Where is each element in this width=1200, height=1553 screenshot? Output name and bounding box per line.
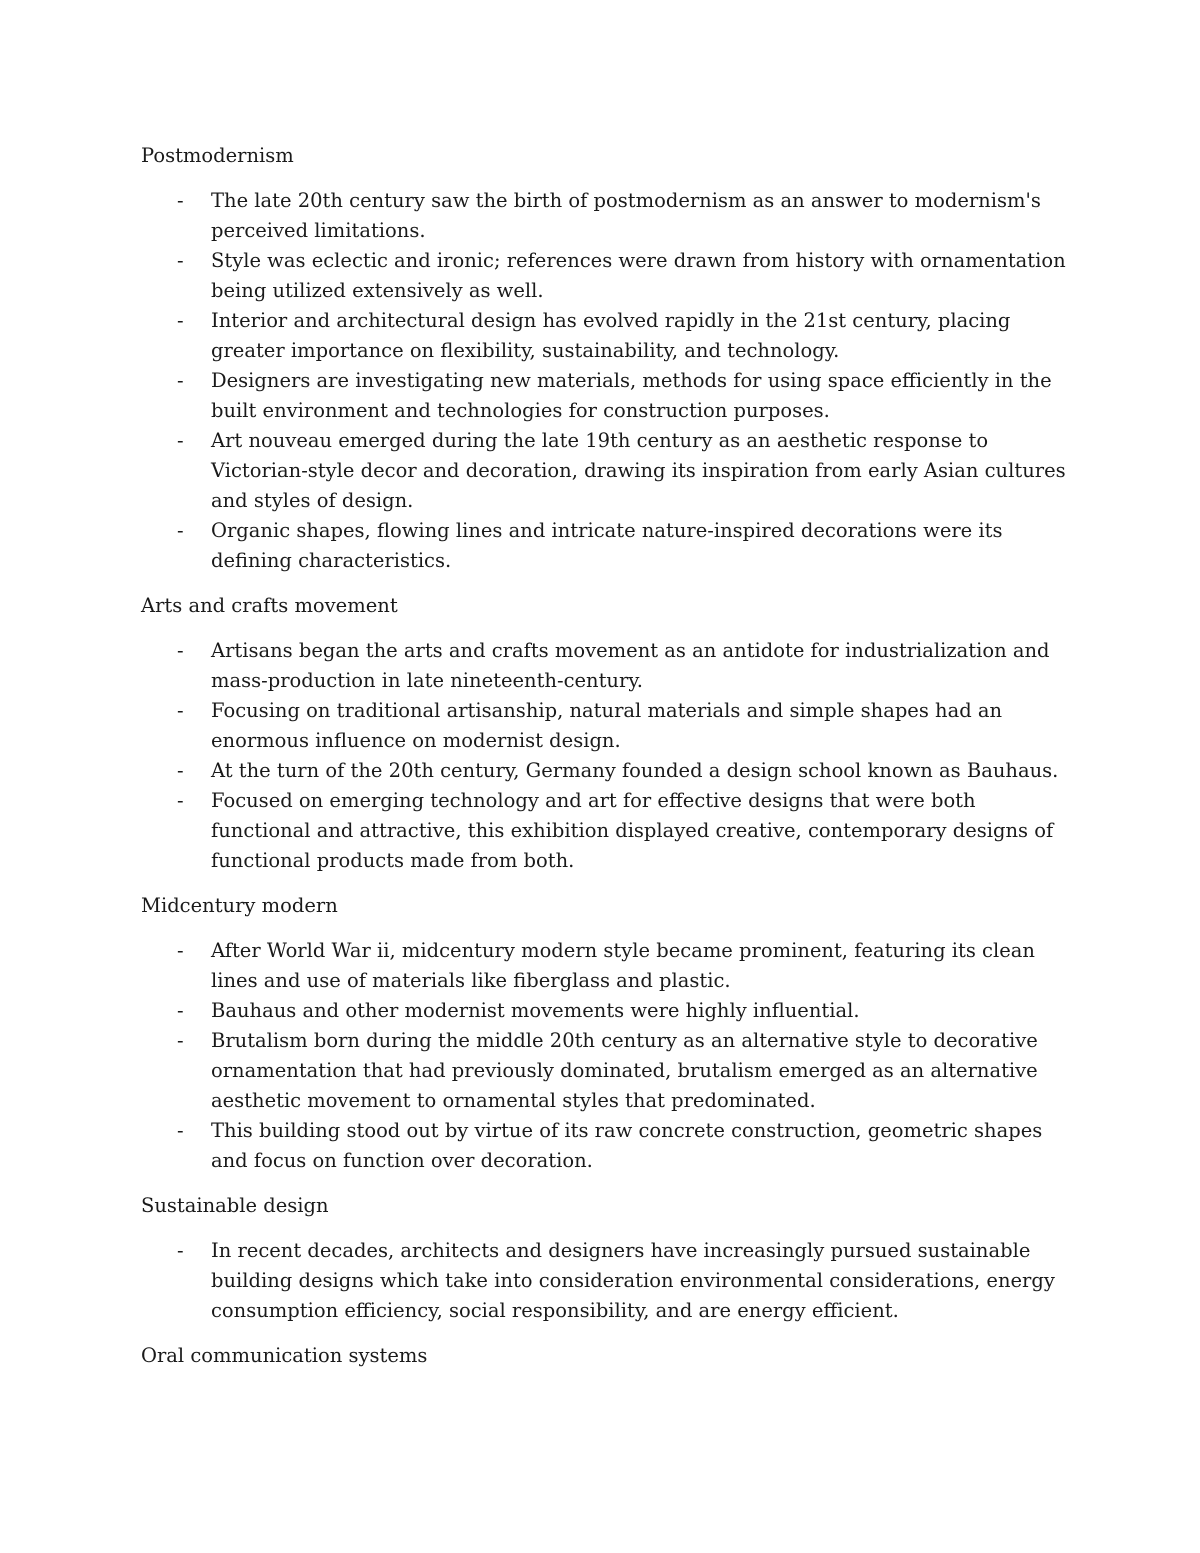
list-item-text: Style was eclectic and ironic; references were drawn from history with ornamentation being utilized extensively as well. <box>211 249 1066 302</box>
list-item-text: Focused on emerging technology and art for effective designs that were both functional and attractive, this exhibition displayed creative, contemporary designs of functional products made from both. <box>211 789 1054 872</box>
bullet-marker: - <box>177 429 184 452</box>
bullet-list <box>141 186 1071 576</box>
list-item <box>141 1116 1071 1176</box>
list-item <box>141 936 1071 996</box>
section-heading: Arts and crafts movement <box>141 594 398 617</box>
list-item <box>141 696 1071 756</box>
section-midcentury-modern <box>141 891 1071 1176</box>
section-heading: Postmodernism <box>141 144 294 167</box>
section-heading: Midcentury modern <box>141 894 338 917</box>
bullet-marker: - <box>177 369 184 392</box>
list-item <box>141 366 1071 426</box>
list-item <box>141 1026 1071 1116</box>
list-item-text: Interior and architectural design has evolved rapidly in the 21st century, placing greater importance on flexibility, sustainability, and technology. <box>211 309 1011 362</box>
section-oral-communication <box>141 1341 1071 1371</box>
bullet-marker: - <box>177 639 184 662</box>
list-item-text: At the turn of the 20th century, Germany founded a design school known as Bauhaus. <box>211 759 1059 782</box>
bullet-marker: - <box>177 309 184 332</box>
list-item <box>141 306 1071 366</box>
section-heading: Sustainable design <box>141 1194 329 1217</box>
document-body <box>141 141 1071 1371</box>
bullet-marker: - <box>177 939 184 962</box>
bullet-marker: - <box>177 189 184 212</box>
list-item-text: In recent decades, architects and designers have increasingly pursued sustainable building designs which take into consideration environmental considerations, energy consumption efficiency, social responsibility, and are energy efficient. <box>211 1239 1055 1322</box>
list-item <box>141 756 1071 786</box>
bullet-list <box>141 936 1071 1176</box>
section-sustainable-design <box>141 1191 1071 1326</box>
bullet-marker: - <box>177 999 184 1022</box>
section-heading: Oral communication systems <box>141 1344 428 1367</box>
list-item <box>141 636 1071 696</box>
bullet-marker: - <box>177 1119 184 1142</box>
bullet-marker: - <box>177 1029 184 1052</box>
list-item <box>141 786 1071 876</box>
list-item <box>141 996 1071 1026</box>
bullet-marker: - <box>177 699 184 722</box>
list-item-text: Artisans began the arts and crafts movement as an antidote for industrialization and mass-production in late nineteenth-century. <box>211 639 1050 692</box>
list-item <box>141 516 1071 576</box>
list-item-text: Brutalism born during the middle 20th century as an alternative style to decorative ornamentation that had previously dominated, brutalism emerged as an alternative aesthetic movement to ornamental styles that predominated. <box>211 1029 1038 1112</box>
bullet-marker: - <box>177 249 184 272</box>
list-item-text: Art nouveau emerged during the late 19th century as an aesthetic response to Victorian-style decor and decoration, drawing its inspiration from early Asian cultures and styles of design. <box>211 429 1066 512</box>
section-arts-and-crafts <box>141 591 1071 876</box>
list-item-text: This building stood out by virtue of its raw concrete construction, geometric shapes and focus on function over decoration. <box>211 1119 1043 1172</box>
list-item <box>141 246 1071 306</box>
bullet-marker: - <box>177 789 184 812</box>
list-item-text: Focusing on traditional artisanship, natural materials and simple shapes had an enormous influence on modernist design. <box>211 699 1003 752</box>
list-item <box>141 426 1071 516</box>
list-item-text: Organic shapes, flowing lines and intricate nature-inspired decorations were its defining characteristics. <box>211 519 1003 572</box>
bullet-list <box>141 1236 1071 1326</box>
section-postmodernism <box>141 141 1071 576</box>
bullet-marker: - <box>177 759 184 782</box>
list-item-text: Designers are investigating new materials, methods for using space efficiently in the built environment and technologies for construction purposes. <box>211 369 1052 422</box>
list-item-text: After World War ii, midcentury modern style became prominent, featuring its clean lines and use of materials like fiberglass and plastic. <box>211 939 1035 992</box>
list-item-text: The late 20th century saw the birth of postmodernism as an answer to modernism's perceived limitations. <box>211 189 1041 242</box>
bullet-marker: - <box>177 1239 184 1262</box>
bullet-marker: - <box>177 519 184 542</box>
bullet-list <box>141 636 1071 876</box>
list-item <box>141 1236 1071 1326</box>
list-item <box>141 186 1071 246</box>
list-item-text: Bauhaus and other modernist movements were highly influential. <box>211 999 860 1022</box>
